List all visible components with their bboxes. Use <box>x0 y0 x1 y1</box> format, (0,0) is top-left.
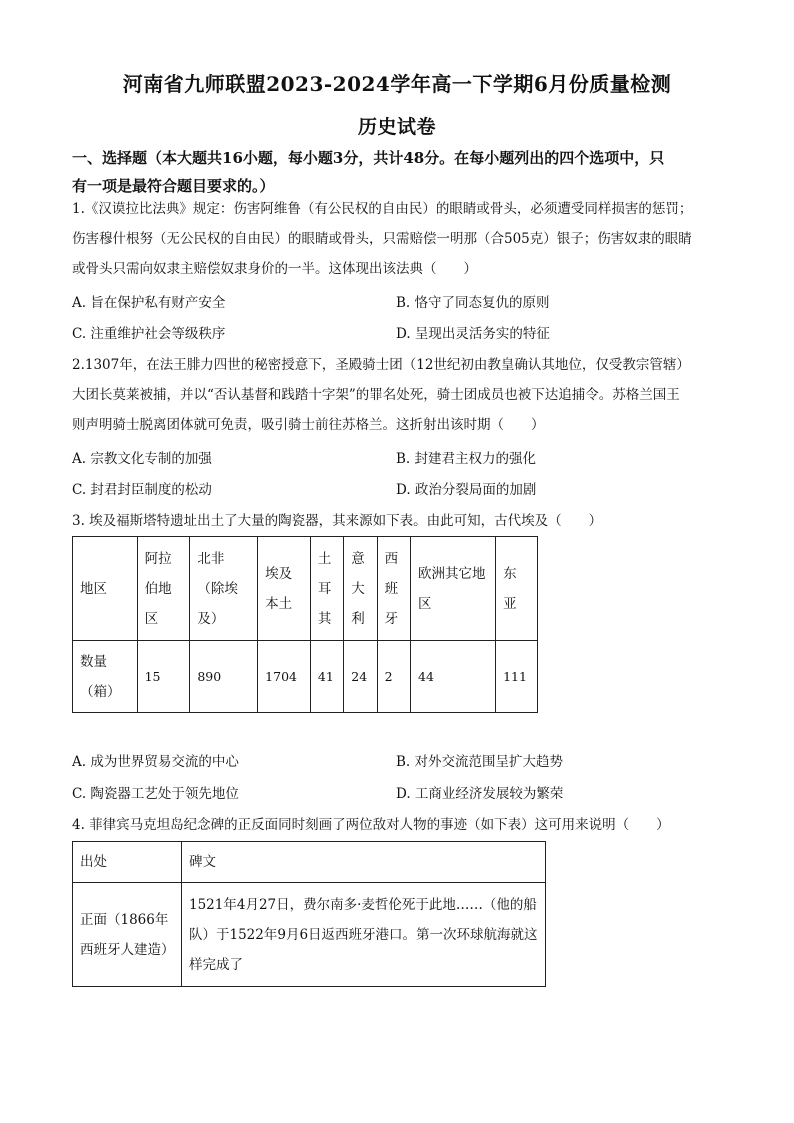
q3-table-count: 2 <box>377 641 410 713</box>
q3-table-count: 890 <box>190 641 258 713</box>
exam-title: 河南省九师联盟2023-2024学年高一下学期6月份质量检测 <box>122 72 672 96</box>
q3-option-d[interactable]: D. 工商业经济发展较为繁荣 <box>396 786 564 802</box>
question-4-stem: 4. 菲律宾马克坦岛纪念碑的正反面同时刻画了两位敌对人物的事迹（如下表）这可用来说明（ ） <box>72 817 670 833</box>
q3-table-region: 欧洲其它地区 <box>411 537 496 641</box>
q2-option-a[interactable]: A. 宗教文化专制的加强 <box>72 451 212 467</box>
q3-table-count: 44 <box>411 641 496 713</box>
q3-table-row-label: 地区 <box>73 537 138 641</box>
q4-table-header-text: 碑文 <box>182 842 546 883</box>
section-heading-line1: 一、选择题（本大题共16小题，每小题3分，共计48分。在每小题列出的四个选项中，只 <box>72 149 665 167</box>
q1-line2: 伤害穆什根努（无公民权的自由民）的眼睛或骨头，只需赔偿一明那（合505克）银子；伤害奴隶的眼睛 <box>72 231 692 247</box>
q3-table-count: 24 <box>344 641 377 713</box>
q3-table-region: 东亚 <box>496 537 538 641</box>
q2-line3: 则声明骑士脱离团体就可免责，吸引骑士前往苏格兰。这折射出该时期（ ） <box>72 417 545 433</box>
q4-table <box>72 841 546 987</box>
q1-option-b[interactable]: B. 恪守了同态复仇的原则 <box>396 295 550 311</box>
q3-table-count-row <box>73 641 538 713</box>
q3-option-c[interactable]: C. 陶瓷器工艺处于领先地位 <box>72 786 239 802</box>
q3-table-region: 阿拉伯地区 <box>137 537 190 641</box>
q2-line1: 2.1307年，在法王腓力四世的秘密授意下，圣殿骑士团（12世纪初由教皇确认其地位，仅受教宗管辖） <box>72 357 690 373</box>
q3-table-region: 西班牙 <box>377 537 410 641</box>
exam-subtitle: 历史试卷 <box>357 116 436 138</box>
q4-table-row <box>73 883 546 987</box>
question-2-stem <box>72 350 732 440</box>
q4-table-header-source: 出处 <box>73 842 182 883</box>
q1-line1: 1.《汉谟拉比法典》规定：伤害阿维鲁（有公民权的自由民）的眼睛或骨头，必须遭受同样损害的惩罚； <box>72 201 693 217</box>
q3-table-region: 埃及本土 <box>258 537 311 641</box>
question-1-stem <box>72 194 732 284</box>
q3-table-region: 北非（除埃及） <box>190 537 258 641</box>
q2-line2: 大团长莫莱被捕，并以“否认基督和践踏十字架”的罪名处死，骑士团成员也被下达追捕令。苏格兰国王 <box>72 387 680 403</box>
q1-line3: 或骨头只需向奴隶主赔偿奴隶身价的一半。这体现出该法典（ ） <box>72 261 477 277</box>
q2-option-c[interactable]: C. 封君封臣制度的松动 <box>72 482 212 498</box>
q1-option-a[interactable]: A. 旨在保护私有财产安全 <box>72 295 226 311</box>
q3-table-count: 15 <box>137 641 190 713</box>
section-heading-line2: 有一项是最符合题目要求的。） <box>72 177 275 195</box>
q3-option-a[interactable]: A. 成为世界贸易交流的中心 <box>72 754 239 770</box>
q1-option-c[interactable]: C. 注重维护社会等级秩序 <box>72 326 226 342</box>
q3-table-region-row <box>73 537 538 641</box>
q3-table-count: 41 <box>310 641 343 713</box>
section-heading <box>72 146 732 198</box>
q4-table-source: 正面（1866年西班牙人建造） <box>73 883 182 987</box>
q4-table-header-row <box>73 842 546 883</box>
q3-table-count: 1704 <box>258 641 311 713</box>
q1-option-d[interactable]: D. 呈现出灵活务实的特征 <box>396 326 550 342</box>
q2-option-b[interactable]: B. 封建君主权力的强化 <box>396 451 537 467</box>
q3-table-row-label: 数量（箱） <box>73 641 138 713</box>
q3-table-count: 111 <box>496 641 538 713</box>
question-3-stem: 3. 埃及福斯塔特遗址出土了大量的陶瓷器，其来源如下表。由此可知，古代埃及（ ） <box>72 513 603 529</box>
q3-table-region: 意大利 <box>344 537 377 641</box>
q3-option-b[interactable]: B. 对外交流范围呈扩大趋势 <box>396 754 564 770</box>
q2-option-d[interactable]: D. 政治分裂局面的加剧 <box>396 482 537 498</box>
q4-table-inscription: 1521年4月27日，费尔南多·麦哲伦死于此地……（他的船队）于1522年9月6日返西班牙港口。第一次环球航海就这样完成了 <box>182 883 546 987</box>
q3-table-region: 土耳其 <box>310 537 343 641</box>
q3-table <box>72 536 538 713</box>
